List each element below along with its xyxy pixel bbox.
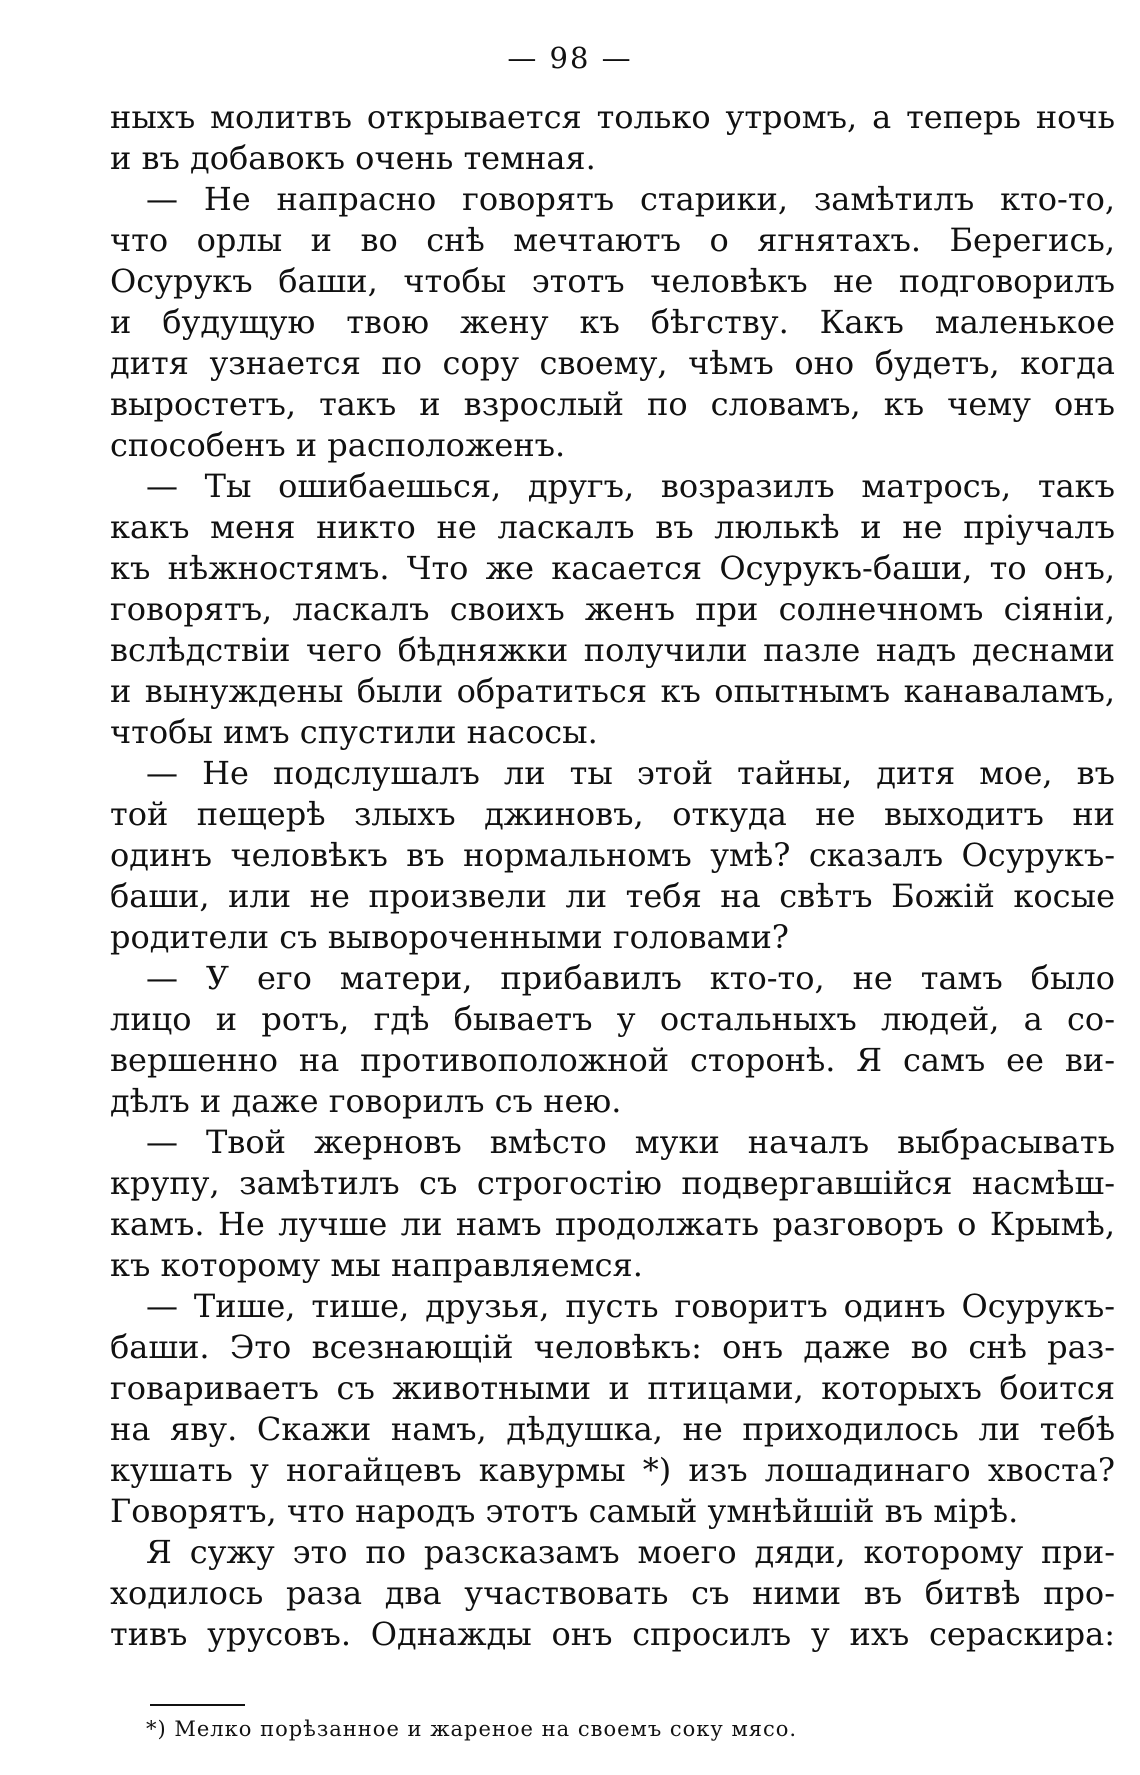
text-line: ходилось раза два участвовать съ ними въ битвѣ про-	[110, 1574, 1115, 1612]
text-line: камъ. Не лучше ли намъ продолжать разговоръ о Крымѣ,	[110, 1205, 1115, 1243]
text-line: и вынуждены были обратиться къ опытнымъ канаваламъ,	[110, 672, 1115, 710]
text-line: вслѣдствіи чего бѣдняжки получили пазле надъ деснами	[110, 631, 1115, 669]
text-line: — Твой жерновъ вмѣсто муки началъ выбрасывать	[146, 1123, 1115, 1161]
text-line: ныхъ молитвъ открывается только утромъ, а теперь ночь	[110, 98, 1115, 136]
text-line: способенъ и расположенъ.	[110, 426, 566, 464]
text-line: Осурукъ баши, чтобы этотъ человѣкъ не подговорилъ	[110, 262, 1115, 300]
text-line: къ которому мы направляемся.	[110, 1246, 643, 1284]
text-line: баши. Это всезнающій человѣкъ: онъ даже во снѣ раз-	[110, 1328, 1115, 1366]
text-line: одинъ человѣкъ въ нормальномъ умѣ? сказалъ Осурукъ-	[110, 836, 1115, 874]
text-line: Говорятъ, что народъ этотъ самый умнѣйшій въ мірѣ.	[110, 1492, 1019, 1530]
text-line: говариваетъ съ животными и птицами, которыхъ боится	[110, 1369, 1115, 1407]
text-line: — Не напрасно говорятъ старики, замѣтилъ кто-то,	[146, 180, 1115, 218]
text-line: крупу, замѣтилъ съ строгостію подвергавшійся насмѣш-	[110, 1164, 1115, 1202]
page-number: — 98 —	[507, 41, 633, 75]
text-line: на яву. Скажи намъ, дѣдушка, не приходилось ли тебѣ	[110, 1410, 1115, 1448]
body-text	[110, 97, 1115, 1655]
text-line: кушать у ногайцевъ кавурмы *) изъ лошадинаго хвоста?	[110, 1451, 1115, 1489]
text-line: — У его матери, прибавилъ кто-то, не тамъ было	[146, 959, 1115, 997]
text-line: Я сужу это по разсказамъ моего дяди, которому при-	[146, 1533, 1115, 1571]
text-line: вершенно на противоположной сторонѣ. Я самъ ее ви-	[110, 1041, 1115, 1079]
footnote: *) Мелко порѣзанное и жареное на своемъ соку мясо.	[146, 1717, 798, 1741]
footnote-divider	[150, 1704, 245, 1706]
text-line: къ нѣжностямъ. Что же касается Осурукъ-баши, то онъ,	[110, 549, 1115, 587]
text-line: какъ меня никто не ласкалъ въ люлькѣ и не пріучалъ	[110, 508, 1115, 546]
text-line: говорятъ, ласкалъ своихъ женъ при солнечномъ сіяніи,	[110, 590, 1115, 628]
text-line: и въ добавокъ очень темная.	[110, 139, 596, 177]
text-line: дитя узнается по сору своему, чѣмъ оно будетъ, когда	[110, 344, 1115, 382]
text-line: тивъ урусовъ. Однажды онъ спросилъ у ихъ сераскира:	[110, 1615, 1115, 1653]
text-line: — Не подслушалъ ли ты этой тайны, дитя мое, въ	[146, 754, 1115, 792]
text-line: чтобы имъ спустили насосы.	[110, 713, 598, 751]
text-line: — Тише, тише, друзья, пусть говоритъ одинъ Осурукъ-	[146, 1287, 1115, 1325]
text-line: баши, или не произвели ли тебя на свѣтъ Божій косые	[110, 877, 1115, 915]
text-line: и будущую твою жену къ бѣгству. Какъ маленькое	[110, 303, 1115, 341]
text-line: выростетъ, такъ и взрослый по словамъ, къ чему онъ	[110, 385, 1115, 423]
text-line: той пещерѣ злыхъ джиновъ, откуда не выходитъ ни	[110, 795, 1115, 833]
text-line: родители съ вывороченными головами?	[110, 918, 789, 956]
text-line: лицо и ротъ, гдѣ бываетъ у остальныхъ людей, а со-	[110, 1000, 1115, 1038]
text-line: дѣлъ и даже говорилъ съ нею.	[110, 1082, 622, 1120]
text-line: что орлы и во снѣ мечтаютъ о ягнятахъ. Берегись,	[110, 221, 1115, 259]
text-line: — Ты ошибаешься, другъ, возразилъ матросъ, такъ	[146, 467, 1115, 505]
